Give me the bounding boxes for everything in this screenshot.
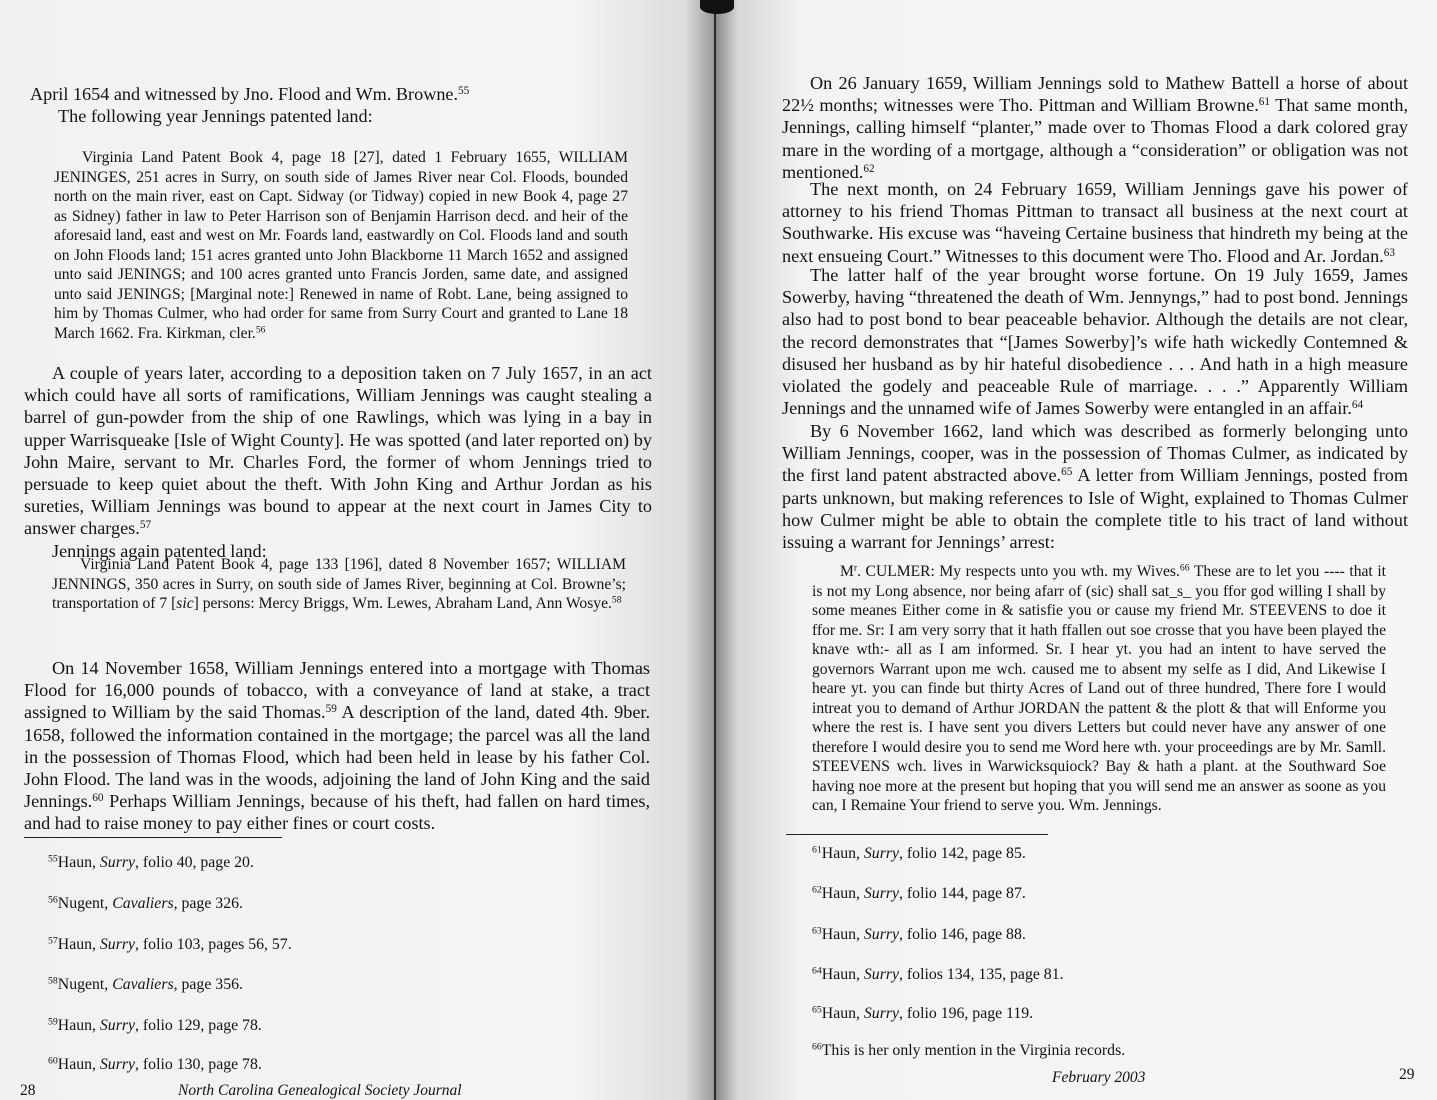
paragraph-mortgage: On 14 November 1658, William Jennings entered into a mortgage with Thomas Flood for 16,000 pounds of tobacco, with a conveyance of land at stake, a tract assigned to William by the said Thomas.$^{59}$ A description of the land, dated 4th. 9ber. 1658, followed the information contained in the mortgage; the parcel was all the land in the possession of Thomas Flood, which had been held in lease by his father Col. John Flood. The land was in the woods, adjoining the land of John King and the said Jennings.$^{60}$ Perhaps William Jennings, because of his theft, had fallen on hard times, and had to raise money to pay either fines or court costs. <box>24 658 650 834</box>
footnote-55: $^{55}$Haun, Surry, folio 40, page 20. <box>48 853 254 871</box>
footnote-65: $^{65}$Haun, Surry, folio 196, page 119. <box>812 1004 1034 1022</box>
footnote-ref: 66 <box>1179 562 1190 574</box>
block-quote-patent-1: Virginia Land Patent Book 4, page 18 [27], dated 1 February 1655, WILLIAM JENINGES, 251 acres in Surry, on south side of James River near Col. Floods, bounded north on the main river, east on Capt. Sidway (or Tidway) copied in new Book 4, page 27 as Sidney) father in law to Peter Harrison son of Benjamin Harrison decd. and heir of the aforesaid land, east and west on Mr. Foards land, eastwardly on Col. Floods land and south on John Floods land; 151 acres granted unto John Blackborne 11 March 1652 and assigned unto said JENINGS; and 100 acres granted unto Francis Jorden, same date, and assigned unto said JENINGS; [Marginal note:] Renewed in name of Robt. Lane, being assigned to him by Thomas Culmer, who had order for same from Surry Court and granted to Lane 18 March 1662. Fra. Kirkman, cler.$^{56}$ <box>54 149 628 342</box>
footnote-59: $^{59}$Haun, Surry, folio 129, page 78. <box>48 1016 262 1034</box>
footnote-ref: 55 <box>458 84 470 97</box>
footnote-64: $^{64}$Haun, Surry, folios 134, 135, page 81. <box>812 965 1064 983</box>
footnote-58: $^{58}$Nugent, Cavaliers, page 356. <box>48 975 243 993</box>
footnote-56: $^{56}$Nugent, Cavaliers, page 326. <box>48 894 243 912</box>
footnote-60: $^{60}$Haun, Surry, folio 130, page 78. <box>48 1055 262 1073</box>
footnote-ref: 61 <box>1258 96 1271 108</box>
paragraph-power-of-attorney: The next month, on 24 February 1659, William Jennings gave his power of attorney to his friend Thomas Pittman to transact all business at the next court at Southwarke. His excuse was “haveing Certaine business that hindreth my being at the next ensueing Court.” Witnesses to this document were Tho. Flood and Ar. Jordan.$^{63}$ <box>782 179 1408 266</box>
block-quote-patent-2: Virginia Land Patent Book 4, page 133 [196], dated 8 November 1657; WILLIAM JENNINGS, 350 acres in Surry, on south side of James River, beginning at Col. Browne’s; transportation of 7 [sic] persons: Mercy Briggs, Wm. Lewes, Abraham Land, Ann Wosye.$^{58}$ <box>52 556 626 612</box>
right-page <box>716 0 1437 1100</box>
page-number-right: 29 <box>1399 1066 1415 1083</box>
footnote-divider <box>24 837 282 838</box>
paragraph-culmer: By 6 November 1662, land which was described as formerly belonging unto William Jennings, cooper, was in the possession of Thomas Culmer, as indicated by the first land patent abstracted above.$^{65}$ A letter from William Jennings, posted from parts unknown, but making references to Isle of Wight, explained to Thomas Culmer how Culmer might be able to obtain the complete title to his tract of land without issuing a warrant for Jennings’ arrest: <box>782 421 1408 553</box>
footnote-ref: 65 <box>1061 466 1073 479</box>
footnote-62: $^{62}$Haun, Surry, folio 144, page 87. <box>812 884 1026 902</box>
footnote-ref: 63 <box>1383 246 1395 259</box>
footnote-ref: 64 <box>1351 399 1364 412</box>
paragraph-continued: April 1654 and witnessed by Jno. Flood and Wm. Browne.$^{55}$ The following year Jennings patented land: <box>30 84 470 127</box>
left-page <box>0 0 714 1100</box>
paragraph-sowerby: The latter half of the year brought worse fortune. On 19 July 1659, James Sowerby, having “threatened the death of Wm. Jennyngs,” had to post bond. Jennings also had to post bond to bear peaceable behavior. Although the details are not clear, the record demonstrates that “[James Sowerby]’s wife hath wickedly Contemned & disused her husband as by hir hateful disobedience . . . And hath in a high measure violated the godely and peaceable Rule of marriage. . . .” Apparently William Jennings and the unnamed wife of James Sowerby were entangled in an affair.$^{64}$ <box>782 265 1408 419</box>
page-number-left: 28 <box>20 1082 36 1099</box>
footnote-63: $^{63}$Haun, Surry, folio 146, page 88. <box>812 925 1026 943</box>
block-quote-letter: $M^r$. CULMER: My respects unto you wth. my Wives.$^{66}$ These are to let you ---- that it is not my Long absence, nor being afarr of (sic) shall sat_s_ you ffor god willing I shall by some meanes Either come in & satisfie you or cause my friend Mr. STEEVENS to doe it ffor me. Sr: I am very sorry that it hath ffallen out soe crosse that you have been played the knave wth:- all as I am informed. Sr. I hear yt. you had an intent to have served the governors Warrant upon me wch. caused me to absent my selfe as I did, And Likewise I heare yt. you can finde but thirty Acres of Land out of three hundred, There fore I would intreat you to demand of Arthur JORDAN the pattent & the plott & that will Enforme you where the rest is. I have sent you divers Letters but could never have any answer of one therefore I would desire you to send me Word here wth. your proceedings are by Mr. Samll. STEEVENS wch. lives in Warwicksquiock? Bay & hath a plant. at the Southward Soe having noe more at the present but hoping that you will send me an answer as soone as you can, I Remaine Your friend to serve you. Wm. Jennings. <box>812 562 1386 814</box>
footnote-66: $^{66}$This is her only mention in the Virginia records. <box>812 1041 1126 1059</box>
book-spine <box>700 0 734 14</box>
running-footer-date: February 2003 <box>1052 1069 1146 1086</box>
footnote-ref: 57 <box>139 519 152 532</box>
footnote-61: $^{61}$Haun, Surry, folio 142, page 85. <box>812 844 1026 862</box>
footnote-ref: 58 <box>611 594 622 606</box>
running-footer-journal: North Carolina Genealogical Society Journal <box>178 1082 462 1099</box>
paragraph-gunpowder: A couple of years later, according to a deposition taken on 7 July 1657, in an act which could have all sorts of ramifications, William Jennings was caught stealing a barrel of gun-powder from the ship of one Rawlings, which was lying in a bay in upper Warrisqueake [Isle of Wight County]. He was spotted (and later reported on) by John Maire, servant to Mr. Charles Ford, the former of whom Jennings tried to persuade to keep quiet about the theft. With John King and Arthur Jordan as his sureties, William Jennings was bound to appear at the next court in James City to answer charges.$^{57}$ Jennings again patented land: <box>24 363 652 561</box>
paragraph-horse-sale: On 26 January 1659, William Jennings sold to Mathew Battell a horse of about 22½ months; witnesses were Tho. Pittman and William Browne.$^{61}$ That same month, Jennings, calling himself “planter,” made over to Thomas Flood a dark colored gray mare in the wording of a mortgage, although a “consideration” or obligation was not mentioned.$^{62}$ <box>782 73 1408 182</box>
footnote-ref: 59 <box>325 703 337 716</box>
footnote-57: $^{57}$Haun, Surry, folio 103, pages 56, 57. <box>48 935 292 953</box>
footnote-ref: 60 <box>92 792 104 805</box>
footnote-divider <box>786 834 1048 835</box>
footnote-ref: 62 <box>863 162 875 175</box>
footnote-ref: 56 <box>255 324 266 336</box>
